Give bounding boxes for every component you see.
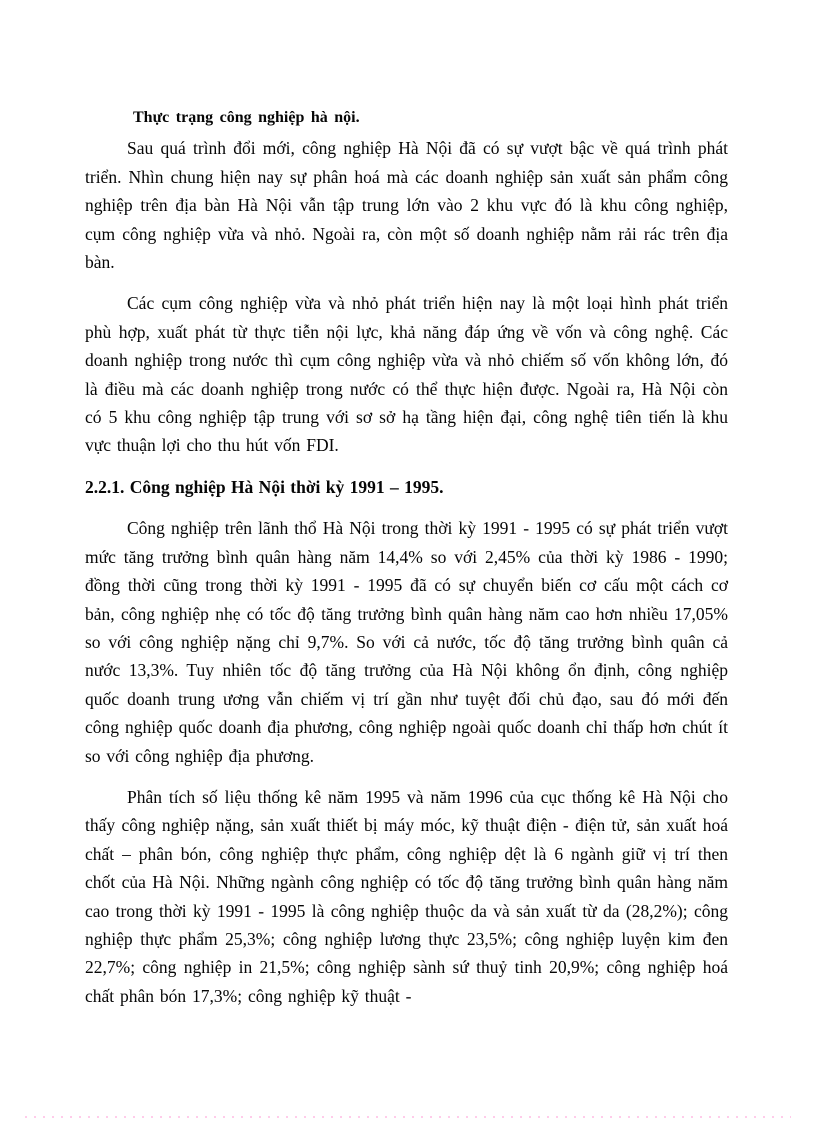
section-heading-2-2-1: 2.2.1. Công nghiệp Hà Nội thời kỳ 1991 – 1995. [85,476,444,497]
intro-paragraph-2: Các cụm công nghiệp vừa và nhỏ phát triển hiện nay là một loại hình phát triển phù hợp, xuất phát từ thực tiễn nội lực, khả năng đáp ứng về vốn và công nghệ. Các doanh nghiệp trong nước thì cụm công nghiệp vừa và nhỏ chiếm số vốn không lớn, đó là điều mà các doanh nghiệp trong nước có thể thực hiện được. Ngoài ra, Hà Nội còn có 5 khu công nghiệp tập trung với sơ sở hạ tầng hiện đại, công nghệ tiên tiến là khu vực thuận lợi cho thu hút vốn FDI. [85,293,728,456]
section-paragraph-1: Công nghiệp trên lãnh thổ Hà Nội trong thời kỳ 1991 - 1995 có sự phát triển vượt mức tăng trưởng bình quân hàng năm 14,4% so với 2,45% của thời kỳ 1986 - 1990; đồng thời cũng trong thời kỳ 1991 - 1995 đã có sự chuyển biến cơ cấu một cách cơ bản, công nghiệp nhẹ có tốc độ tăng trưởng bình quân hàng năm cao hơn nhiều 17,05% so với công nghiệp nặng chỉ 9,7%. So với cả nước, tốc độ tăng trưởng bình quân cả nước 13,3%. Tuy nhiên tốc độ tăng trưởng của Hà Nội không ổn định, công nghiệp quốc doanh trung ương vẫn chiếm vị trí gần như tuyệt đối chủ đạo, sau đó mới đến công nghiệp quốc doanh địa phương, công nghiệp ngoài quốc doanh chỉ thấp hơn chút ít so với công nghiệp địa phương. [85,518,728,766]
section-paragraph-2: Phân tích số liệu thống kê năm 1995 và năm 1996 của cục thống kê Hà Nội cho thấy công nghiệp nặng, sản xuất thiết bị máy móc, kỹ thuật điện - điện tử, sản xuất hoá chất – phân bón, công nghiệp thực phẩm, công nghiệp dệt là 6 ngành giữ vị trí then chốt của Hà Nội. Những ngành công nghiệp có tốc độ tăng trưởng bình quân hàng năm cao trong thời kỳ 1991 - 1995 là công nghiệp thuộc da và sản xuất từ da (28,2%); công nghiệp thực phẩm 25,3%; công nghiệp lương thực 23,5%; công nghiệp luyện kim đen 22,7%; công nghiệp in 21,5%; công nghiệp sành sứ thuỷ tinh 20,9%; công nghiệp hoá chất phân bón 17,3%; công nghiệp kỹ thuật - [85,786,728,1006]
page-bottom-dotted-divider [25,1116,791,1118]
intro-heading: Thực trạng công nghiệp hà nội. [133,109,360,126]
document-text-block [85,104,728,1023]
intro-paragraph-1: Sau quá trình đổi mới, công nghiệp Hà Nội đã có sự vượt bậc về quá trình phát triển. Nhìn chung hiện nay sự phân hoá mà các doanh nghiệp sản xuất sản phẩm công nghiệp trên địa bàn Hà Nội vẫn tập trung lớn vào 2 khu vực đó là khu công nghiệp, cụm công nghiệp vừa và nhỏ. Ngoài ra, còn một số doanh nghiệp nằm rải rác trên địa bàn. [85,138,728,273]
